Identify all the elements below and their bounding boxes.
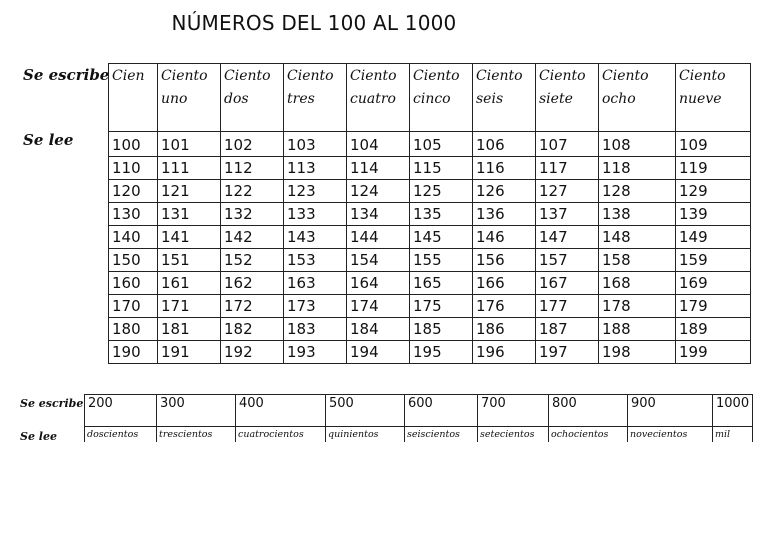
number-cell: 159 bbox=[676, 249, 751, 272]
label-se-lee: Se lee bbox=[23, 131, 74, 149]
header-word-2: uno bbox=[161, 91, 188, 107]
hundreds-number-row bbox=[85, 395, 753, 427]
hundreds-number-cell: 700 bbox=[478, 395, 549, 427]
number-cell: 120 bbox=[109, 180, 158, 203]
number-cell: 196 bbox=[473, 341, 536, 364]
number-cell: 179 bbox=[676, 295, 751, 318]
hundreds-number-cell: 400 bbox=[236, 395, 326, 427]
number-cell: 199 bbox=[676, 341, 751, 364]
header-word-1: Ciento bbox=[224, 68, 271, 84]
number-cell: 113 bbox=[284, 157, 347, 180]
number-cell: 134 bbox=[347, 203, 410, 226]
number-cell: 154 bbox=[347, 249, 410, 272]
number-cell: 187 bbox=[536, 318, 599, 341]
hundreds-number-cell: 500 bbox=[326, 395, 405, 427]
table-row bbox=[109, 157, 751, 180]
number-cell: 141 bbox=[158, 226, 221, 249]
header-cell bbox=[599, 64, 676, 132]
number-cell: 186 bbox=[473, 318, 536, 341]
number-cell: 138 bbox=[599, 203, 676, 226]
table-row bbox=[109, 132, 751, 157]
table-row bbox=[109, 272, 751, 295]
header-word-2: nueve bbox=[679, 91, 722, 107]
number-cell: 118 bbox=[599, 157, 676, 180]
table-row bbox=[109, 341, 751, 364]
number-cell: 190 bbox=[109, 341, 158, 364]
number-cell: 183 bbox=[284, 318, 347, 341]
number-cell: 144 bbox=[347, 226, 410, 249]
hundreds-word-cell: mil bbox=[713, 427, 753, 443]
number-cell: 175 bbox=[410, 295, 473, 318]
hundreds-word-cell: ochocientos bbox=[549, 427, 628, 443]
number-cell: 109 bbox=[676, 132, 751, 157]
header-word-2: dos bbox=[224, 91, 249, 107]
header-word-1: Ciento bbox=[350, 68, 397, 84]
number-cell: 122 bbox=[221, 180, 284, 203]
label-se-lee-bottom: Se lee bbox=[20, 430, 57, 443]
number-cell: 105 bbox=[410, 132, 473, 157]
number-cell: 153 bbox=[284, 249, 347, 272]
number-cell: 178 bbox=[599, 295, 676, 318]
number-cell: 184 bbox=[347, 318, 410, 341]
hundreds-word-cell: doscientos bbox=[85, 427, 157, 443]
number-cell: 128 bbox=[599, 180, 676, 203]
number-cell: 181 bbox=[158, 318, 221, 341]
number-cell: 145 bbox=[410, 226, 473, 249]
number-cell: 129 bbox=[676, 180, 751, 203]
header-cell bbox=[473, 64, 536, 132]
number-cell: 164 bbox=[347, 272, 410, 295]
header-cell bbox=[410, 64, 473, 132]
number-cell: 107 bbox=[536, 132, 599, 157]
header-word-2: tres bbox=[287, 91, 315, 107]
hundreds-table bbox=[84, 394, 753, 442]
number-cell: 166 bbox=[473, 272, 536, 295]
number-cell: 140 bbox=[109, 226, 158, 249]
header-cell bbox=[347, 64, 410, 132]
number-cell: 198 bbox=[599, 341, 676, 364]
header-cell bbox=[158, 64, 221, 132]
number-cell: 150 bbox=[109, 249, 158, 272]
number-cell: 165 bbox=[410, 272, 473, 295]
number-cell: 168 bbox=[599, 272, 676, 295]
number-cell: 117 bbox=[536, 157, 599, 180]
numbers-table-100-199 bbox=[108, 63, 751, 364]
table-row bbox=[109, 295, 751, 318]
header-word-1: Cien bbox=[112, 68, 145, 84]
number-cell: 194 bbox=[347, 341, 410, 364]
header-word-2: siete bbox=[539, 91, 573, 107]
table-row bbox=[109, 318, 751, 341]
number-cell: 102 bbox=[221, 132, 284, 157]
header-word-2: seis bbox=[476, 91, 504, 107]
number-cell: 161 bbox=[158, 272, 221, 295]
number-cell: 162 bbox=[221, 272, 284, 295]
number-cell: 131 bbox=[158, 203, 221, 226]
number-cell: 116 bbox=[473, 157, 536, 180]
header-cell bbox=[221, 64, 284, 132]
number-cell: 130 bbox=[109, 203, 158, 226]
number-cell: 124 bbox=[347, 180, 410, 203]
number-cell: 169 bbox=[676, 272, 751, 295]
header-word-2: ocho bbox=[602, 91, 636, 107]
number-cell: 106 bbox=[473, 132, 536, 157]
number-cell: 111 bbox=[158, 157, 221, 180]
header-cell bbox=[109, 64, 158, 132]
number-cell: 148 bbox=[599, 226, 676, 249]
table-row bbox=[109, 249, 751, 272]
number-cell: 171 bbox=[158, 295, 221, 318]
label-se-escribe-bottom: Se escribe bbox=[20, 397, 84, 410]
hundreds-word-cell: seiscientos bbox=[405, 427, 478, 443]
number-cell: 123 bbox=[284, 180, 347, 203]
hundreds-number-cell: 800 bbox=[549, 395, 628, 427]
number-cell: 152 bbox=[221, 249, 284, 272]
number-cell: 135 bbox=[410, 203, 473, 226]
number-cell: 163 bbox=[284, 272, 347, 295]
number-cell: 147 bbox=[536, 226, 599, 249]
number-cell: 195 bbox=[410, 341, 473, 364]
header-cell bbox=[536, 64, 599, 132]
number-cell: 108 bbox=[599, 132, 676, 157]
page-title: NÚMEROS DEL 100 AL 1000 bbox=[171, 11, 457, 35]
number-cell: 191 bbox=[158, 341, 221, 364]
number-cell: 127 bbox=[536, 180, 599, 203]
number-cell: 188 bbox=[599, 318, 676, 341]
hundreds-number-cell: 200 bbox=[85, 395, 157, 427]
table-row bbox=[109, 180, 751, 203]
number-cell: 137 bbox=[536, 203, 599, 226]
number-cell: 100 bbox=[109, 132, 158, 157]
number-cell: 182 bbox=[221, 318, 284, 341]
table-row bbox=[109, 203, 751, 226]
hundreds-word-cell: trescientos bbox=[157, 427, 236, 443]
number-cell: 112 bbox=[221, 157, 284, 180]
number-cell: 176 bbox=[473, 295, 536, 318]
number-cell: 185 bbox=[410, 318, 473, 341]
number-cell: 126 bbox=[473, 180, 536, 203]
number-cell: 114 bbox=[347, 157, 410, 180]
number-cell: 158 bbox=[599, 249, 676, 272]
header-word-1: Ciento bbox=[679, 68, 726, 84]
number-cell: 142 bbox=[221, 226, 284, 249]
number-cell: 115 bbox=[410, 157, 473, 180]
number-cell: 119 bbox=[676, 157, 751, 180]
number-cell: 143 bbox=[284, 226, 347, 249]
label-se-escribe: Se escribe bbox=[23, 66, 110, 84]
header-word-2: cuatro bbox=[350, 91, 396, 107]
number-cell: 104 bbox=[347, 132, 410, 157]
header-word-1: Ciento bbox=[287, 68, 334, 84]
table-row bbox=[109, 226, 751, 249]
number-cell: 101 bbox=[158, 132, 221, 157]
number-cell: 177 bbox=[536, 295, 599, 318]
number-cell: 121 bbox=[158, 180, 221, 203]
number-cell: 189 bbox=[676, 318, 751, 341]
number-cell: 156 bbox=[473, 249, 536, 272]
number-cell: 197 bbox=[536, 341, 599, 364]
hundreds-word-cell: quinientos bbox=[326, 427, 405, 443]
number-cell: 125 bbox=[410, 180, 473, 203]
hundreds-word-cell: setecientos bbox=[478, 427, 549, 443]
header-word-1: Ciento bbox=[602, 68, 649, 84]
header-word-1: Ciento bbox=[539, 68, 586, 84]
number-cell: 192 bbox=[221, 341, 284, 364]
header-word-1: Ciento bbox=[161, 68, 208, 84]
number-cell: 193 bbox=[284, 341, 347, 364]
hundreds-number-cell: 900 bbox=[628, 395, 713, 427]
header-cell bbox=[676, 64, 751, 132]
number-cell: 167 bbox=[536, 272, 599, 295]
number-cell: 170 bbox=[109, 295, 158, 318]
number-cell: 172 bbox=[221, 295, 284, 318]
number-cell: 180 bbox=[109, 318, 158, 341]
number-cell: 173 bbox=[284, 295, 347, 318]
number-cell: 133 bbox=[284, 203, 347, 226]
number-cell: 136 bbox=[473, 203, 536, 226]
hundreds-number-cell: 600 bbox=[405, 395, 478, 427]
hundreds-word-cell: novecientos bbox=[628, 427, 713, 443]
hundreds-word-cell: cuatrocientos bbox=[236, 427, 326, 443]
hundreds-number-cell: 1000 bbox=[713, 395, 753, 427]
header-row bbox=[109, 64, 751, 132]
header-word-1: Ciento bbox=[476, 68, 523, 84]
number-cell: 132 bbox=[221, 203, 284, 226]
header-word-2: cinco bbox=[413, 91, 451, 107]
number-cell: 157 bbox=[536, 249, 599, 272]
hundreds-number-cell: 300 bbox=[157, 395, 236, 427]
number-cell: 110 bbox=[109, 157, 158, 180]
number-cell: 149 bbox=[676, 226, 751, 249]
number-cell: 160 bbox=[109, 272, 158, 295]
number-cell: 174 bbox=[347, 295, 410, 318]
header-cell bbox=[284, 64, 347, 132]
number-cell: 146 bbox=[473, 226, 536, 249]
number-cell: 155 bbox=[410, 249, 473, 272]
number-cell: 103 bbox=[284, 132, 347, 157]
header-word-1: Ciento bbox=[413, 68, 460, 84]
hundreds-word-row bbox=[85, 427, 753, 443]
number-cell: 151 bbox=[158, 249, 221, 272]
number-cell: 139 bbox=[676, 203, 751, 226]
